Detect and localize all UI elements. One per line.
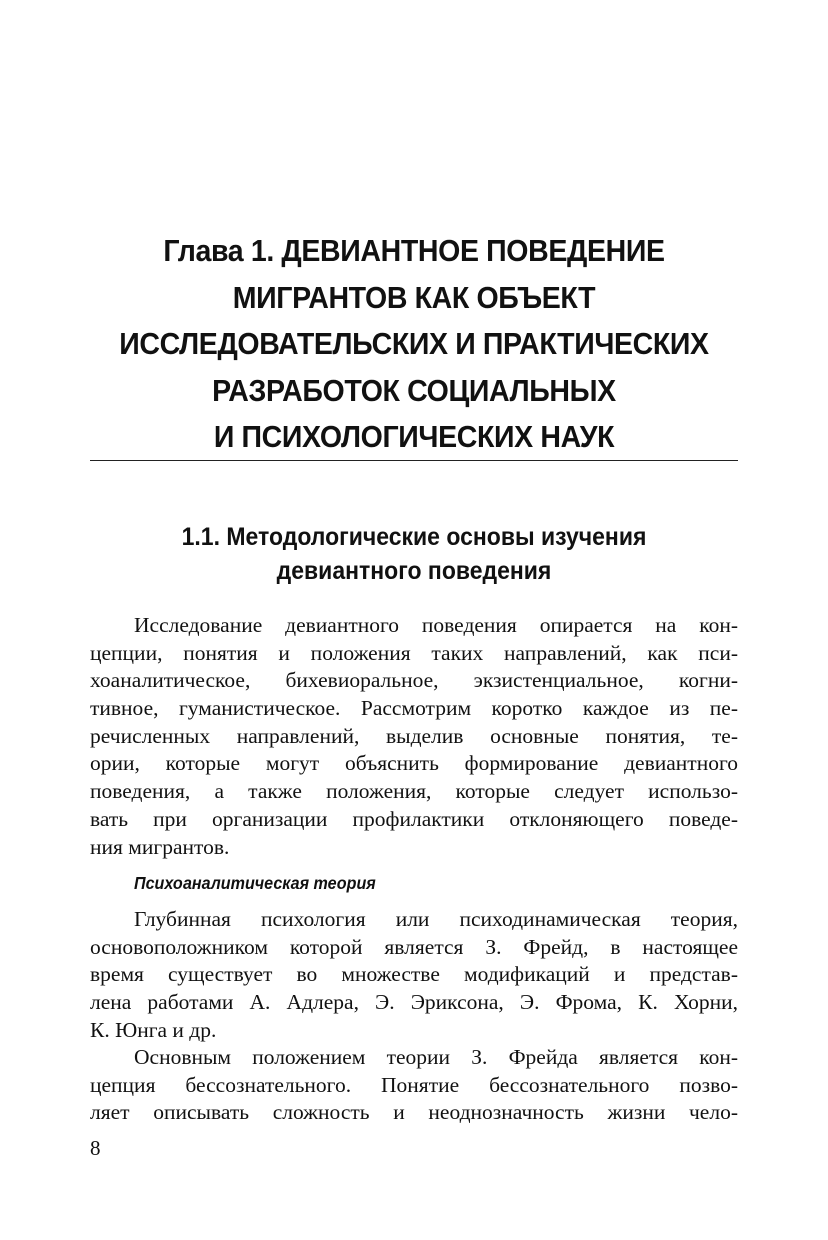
title-divider (90, 460, 738, 461)
text-line: ляет описывать сложность и неоднозначность жизни чело- (90, 1100, 738, 1125)
chapter-title (116, 228, 712, 461)
text-line: Исследование девиантного поведения опирается на кон- (134, 613, 738, 637)
text-line: ния мигрантов. (90, 834, 230, 859)
text-line: время существует во множестве модификаций и представ- (90, 962, 738, 987)
chapter-title-line: МИГРАНТОВ КАК ОБЪЕКТ (232, 279, 596, 315)
text-line: цепция бессознательного. Понятие бессознательного позво- (90, 1072, 738, 1097)
text-line: цепции, понятия и положения таких направлений, как пси- (90, 640, 738, 665)
page-number: 8 (90, 1136, 101, 1160)
section-title-line: 1.1. Методологические основы изучения (181, 523, 647, 551)
text-line: лена работами А. Адлера, Э. Эриксона, Э. Фрома, К. Хорни, (90, 990, 738, 1015)
text-line: Глубинная психология или психодинамическая теория, (134, 907, 738, 931)
text-line: хоаналитическое, бихевиоральное, экзистенциальное, когни- (90, 668, 738, 693)
section-title (116, 520, 712, 588)
text-line: вать при организации профилактики отклоняющего поведе- (90, 806, 738, 831)
section-title-line: девиантного поведения (276, 557, 552, 585)
text-line: ории, которые могут объяснить формирование девиантного (90, 751, 738, 776)
chapter-title-line: И ПСИХОЛОГИЧЕСКИХ НАУК (213, 419, 615, 454)
paragraph-intro (90, 612, 738, 861)
text-line: тивное, гуманистическое. Рассмотрим коротко каждое из пе- (90, 696, 738, 721)
chapter-title-line: ИССЛЕДОВАТЕЛЬСКИХ И ПРАКТИЧЕСКИХ (119, 326, 709, 361)
text-line: основоположником которой является З. Фрейд, в настоящее (90, 934, 738, 959)
chapter-title-line: Глава 1. ДЕВИАНТНОЕ ПОВЕДЕНИЕ (163, 233, 665, 268)
subheading-psychoanalytic: Психоаналитическая теория (134, 873, 376, 893)
text-line: поведения, а также положения, которые следует использо- (90, 779, 738, 804)
paragraph-depth-psychology (90, 906, 738, 1044)
chapter-title-line: РАЗРАБОТОК СОЦИАЛЬНЫХ (212, 372, 616, 408)
text-line: Основным положением теории З. Фрейда является кон- (134, 1045, 738, 1069)
text-line: речисленных направлений, выделив основные понятия, те- (90, 723, 738, 748)
text-line: К. Юнга и др. (90, 1017, 217, 1042)
paragraph-freud (90, 1044, 738, 1127)
